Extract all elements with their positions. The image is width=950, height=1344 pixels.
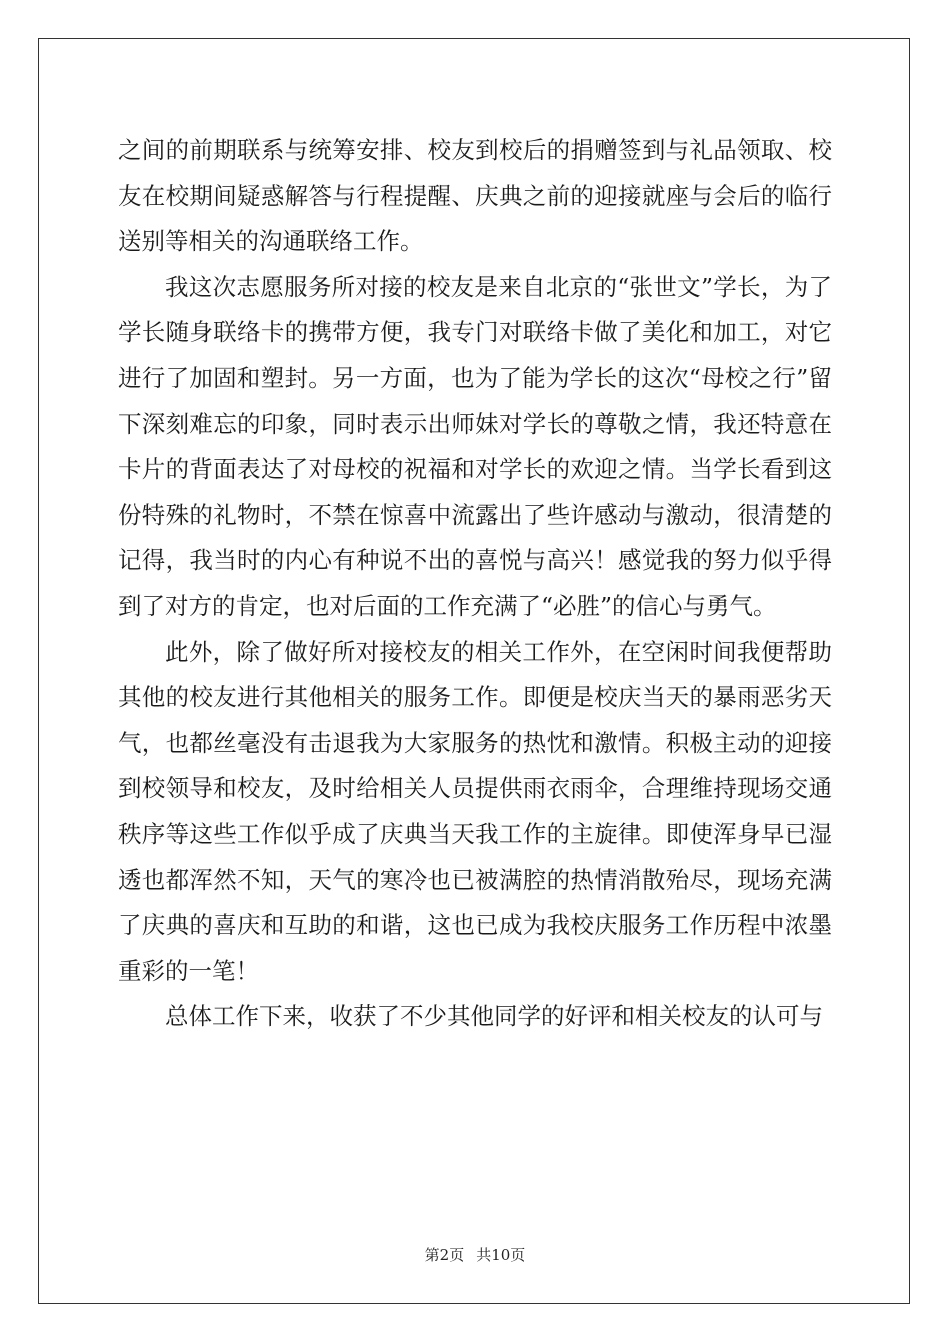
paragraph-4: 总体工作下来，收获了不少其他同学的好评和相关校友的认可与 bbox=[165, 1002, 823, 1031]
page-number: 第2页 bbox=[424, 1246, 465, 1264]
document-body bbox=[118, 128, 832, 1040]
paragraph-3: 此外，除了做好所对接校友的相关工作外，在空闲时间我便帮助其他的校友进行其他相关的服务工作。即便是校庆当天的暴雨恶劣天气，也都丝毫没有击退我为大家服务的热忱和激情。积极主动的迎接到校领导和校友，及时给相关人员提供雨衣雨伞，合理维持现场交通秩序等这些工作似乎成了庆典当天我工作的主旋律。即使浑身早已湿透也都浑然不知，天气的寒冷也已被满腔的热情消散殆尽，现场充满了庆典的喜庆和互助的和谐，这也已成为我校庆服务工作历程中浓墨重彩的一笔！ bbox=[118, 637, 832, 985]
paragraph-2: 我这次志愿服务所对接的校友是来自北京的“张世文”学长，为了学长随身联络卡的携带方便，我专门对联络卡做了美化和加工，对它进行了加固和塑封。另一方面，也为了能为学长的这次“母校之行”留下深刻难忘的印象，同时表示出师妹对学长的尊敬之情，我还特意在卡片的背面表达了对母校的祝福和对学长的欢迎之情。当学长看到这份特殊的礼物时，不禁在惊喜中流露出了些许感动与激动，很清楚的记得，我当时的内心有种说不出的喜悦与高兴！感觉我的努力似乎得到了对方的肯定，也对后面的工作充满了“必胜”的信心与勇气。 bbox=[118, 272, 832, 620]
page-footer bbox=[0, 1244, 950, 1265]
paragraph-1: 之间的前期联系与统筹安排、校友到校后的捐赠签到与礼品领取、校友在校期间疑惑解答与行程提醒、庆典之前的迎接就座与会后的临行送别等相关的沟通联络工作。 bbox=[118, 136, 832, 256]
page-total: 共10页 bbox=[476, 1246, 526, 1264]
